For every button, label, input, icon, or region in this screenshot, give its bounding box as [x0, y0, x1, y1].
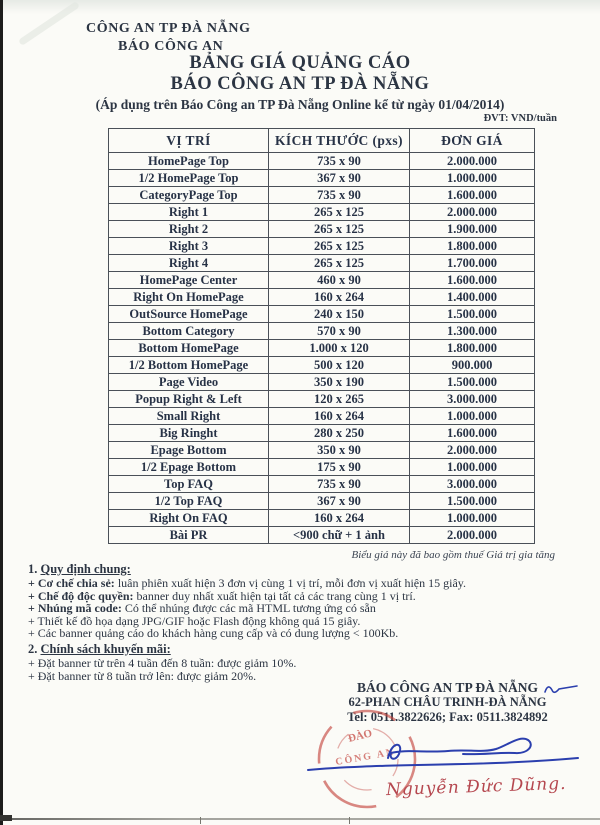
table-row [109, 357, 535, 374]
footer-contact: Tel: 0511.3822626; Fax: 0511.3824892 [347, 709, 548, 724]
table-cell: Top FAQ [109, 476, 269, 493]
table-row [109, 374, 535, 391]
table-cell: 2.000.000 [410, 153, 535, 170]
rule-line: + Cơ chế chia sẻ: luân phiên xuất hiện 3 đơn vị cùng 1 vị trí, mỗi đơn vị xuất hiện 15 giây. [28, 576, 467, 590]
table-cell: 175 x 90 [269, 459, 410, 476]
table-cell: Popup Right & Left [109, 391, 269, 408]
table-cell: 367 x 90 [269, 493, 410, 510]
table-row [109, 187, 535, 204]
table-row [109, 238, 535, 255]
table-cell: CategoryPage Top [109, 187, 269, 204]
table-cell: 1.000.000 [410, 459, 535, 476]
table-row [109, 425, 535, 442]
section-heading: 2. Chính sách khuyến mãi: [28, 641, 171, 656]
price-table [108, 128, 535, 544]
effective-date-subtitle: (Áp dụng trên Báo Công an TP Đà Nẵng Online kể từ ngày 01/04/2014) [95, 97, 505, 112]
org-name-line2: BÁO CÔNG AN [118, 39, 224, 54]
table-cell: 1.300.000 [410, 323, 535, 340]
table-cell: 1.400.000 [410, 289, 535, 306]
table-cell: Right 4 [109, 255, 269, 272]
table-row [109, 459, 535, 476]
table-cell: 160 x 264 [269, 289, 410, 306]
column-header: ĐƠN GIÁ [410, 129, 535, 153]
table-row [109, 153, 535, 170]
table-cell: 350 x 190 [269, 374, 410, 391]
table-row [109, 408, 535, 425]
table-cell: 735 x 90 [269, 187, 410, 204]
org-name-line1: CÔNG AN TP ĐÀ NẴNG [86, 21, 251, 36]
table-row [109, 476, 535, 493]
scan-top-band [0, 0, 600, 14]
table-cell: 265 x 125 [269, 238, 410, 255]
page-title-line1: BẢNG GIÁ QUẢNG CÁO [189, 53, 411, 73]
footer-org-name: BÁO CÔNG AN TP ĐÀ NẴNG [357, 680, 538, 695]
table-cell: 1/2 HomePage Top [109, 170, 269, 187]
table-row [109, 289, 535, 306]
table-cell: 500 x 120 [269, 357, 410, 374]
price-table-header-row [109, 129, 535, 153]
scan-left-edge [0, 0, 3, 825]
table-cell: 265 x 125 [269, 221, 410, 238]
rules [28, 560, 578, 682]
unit-note: ĐVT: VND/tuần [483, 113, 557, 124]
table-cell: 350 x 90 [269, 442, 410, 459]
table-row [109, 255, 535, 272]
scan-bottom-line [0, 818, 600, 820]
scan-bottom-tick [200, 817, 201, 824]
rule-line: + Đặt banner từ trên 4 tuần đến 8 tuần: được giảm 10%. [28, 655, 297, 670]
table-row [109, 204, 535, 221]
table-cell: 1.800.000 [410, 238, 535, 255]
table-row [109, 170, 535, 187]
table-cell: Right 3 [109, 238, 269, 255]
table-cell: 1.000.000 [410, 408, 535, 425]
table-cell: 2.000.000 [410, 442, 535, 459]
column-header: VỊ TRÍ [109, 129, 269, 153]
table-cell: Right On FAQ [109, 510, 269, 527]
signer-name: Nguyễn Đức Dũng. [385, 773, 567, 801]
table-cell: 735 x 90 [269, 153, 410, 170]
table-cell: <900 chữ + 1 ảnh [269, 527, 410, 544]
footer-address: 62-PHAN CHÂU TRINH-ĐÀ NẴNG [348, 695, 547, 709]
table-cell: 160 x 264 [269, 408, 410, 425]
stamp-text-line2: CÔNG AN [334, 746, 397, 768]
table-cell: Page Video [109, 374, 269, 391]
table-cell: 460 x 90 [269, 272, 410, 289]
table-cell: 3.000.000 [410, 476, 535, 493]
table-cell: Big Ringht [109, 425, 269, 442]
table-cell: 1.500.000 [410, 493, 535, 510]
pen-squiggle-icon [543, 679, 579, 697]
table-cell: HomePage Center [109, 272, 269, 289]
rule-line: + Thiết kế đồ họa dạng JPG/GIF hoặc Flash động không quá 15 giây. [28, 613, 361, 628]
table-cell: 1.700.000 [410, 255, 535, 272]
table-cell: 120 x 265 [269, 391, 410, 408]
table-cell: 1.600.000 [410, 425, 535, 442]
table-cell: 2.000.000 [410, 204, 535, 221]
table-cell: 1.800.000 [410, 340, 535, 357]
table-row [109, 272, 535, 289]
table-cell: 2.000.000 [410, 527, 535, 544]
table-cell: 1/2 Epage Bottom [109, 459, 269, 476]
table-cell: 1.500.000 [410, 306, 535, 323]
table-cell: 265 x 125 [269, 255, 410, 272]
table-cell: 1.000 x 120 [269, 340, 410, 357]
scan-bottom-tick [349, 817, 350, 824]
table-row [109, 442, 535, 459]
vat-footnote: Biểu giá này đã bao gồm thuế Giá trị gia tăng [351, 549, 555, 561]
table-cell: 1/2 Top FAQ [109, 493, 269, 510]
table-row [109, 306, 535, 323]
section-heading: 1. Quy định chung: [28, 562, 131, 576]
table-cell: 1.600.000 [410, 272, 535, 289]
page-title-line2: BÁO CÔNG AN TP ĐÀ NẴNG [170, 74, 430, 94]
table-cell: Right 2 [109, 221, 269, 238]
table-cell: 735 x 90 [269, 476, 410, 493]
table-cell: 1.000.000 [410, 170, 535, 187]
table-row [109, 527, 535, 544]
table-row [109, 493, 535, 510]
table-cell: 900.000 [410, 357, 535, 374]
rule-line: + Nhúng mã code: Có thể nhúng được các mã HTML tương ứng có sẵn [28, 601, 376, 616]
table-cell: 1.500.000 [410, 374, 535, 391]
rule-line: + Chế độ độc quyền: banner duy nhất xuất hiện tại tất cả các trang cùng 1 vị trí. [28, 588, 416, 603]
table-cell: 1.600.000 [410, 187, 535, 204]
table-cell: Bài PR [109, 527, 269, 544]
table-row [109, 510, 535, 527]
table-row [109, 323, 535, 340]
table-cell: 160 x 264 [269, 510, 410, 527]
table-cell: 367 x 90 [269, 170, 410, 187]
table-cell: 1/2 Bottom HomePage [109, 357, 269, 374]
table-cell: 280 x 250 [269, 425, 410, 442]
table-cell: 240 x 150 [269, 306, 410, 323]
table-cell: Bottom Category [109, 323, 269, 340]
table-cell: Small Right [109, 408, 269, 425]
table-cell: 265 x 125 [269, 204, 410, 221]
table-row [109, 340, 535, 357]
rule-line: + Đặt banner từ 8 tuần trở lên: được giảm 20%. [28, 668, 257, 683]
table-cell: OutSource HomePage [109, 306, 269, 323]
scan-bottom-corner [0, 815, 12, 821]
table-cell: HomePage Top [109, 153, 269, 170]
table-cell: Epage Bottom [109, 442, 269, 459]
table-row [109, 221, 535, 238]
column-header: KÍCH THƯỚC (pxs) [269, 129, 410, 153]
table-cell: 1.000.000 [410, 510, 535, 527]
table-cell: Right On HomePage [109, 289, 269, 306]
rule-line: + Các banner quảng cáo do khách hàng cung cấp và có dung lượng < 100Kb. [28, 626, 399, 641]
table-cell: 1.900.000 [410, 221, 535, 238]
table-cell: 570 x 90 [269, 323, 410, 340]
table-row [109, 391, 535, 408]
stamp-text-line1: ĐÀO [346, 727, 374, 745]
table-cell: Right 1 [109, 204, 269, 221]
table-cell: Bottom HomePage [109, 340, 269, 357]
price-table-body [109, 153, 535, 544]
table-cell: 3.000.000 [410, 391, 535, 408]
